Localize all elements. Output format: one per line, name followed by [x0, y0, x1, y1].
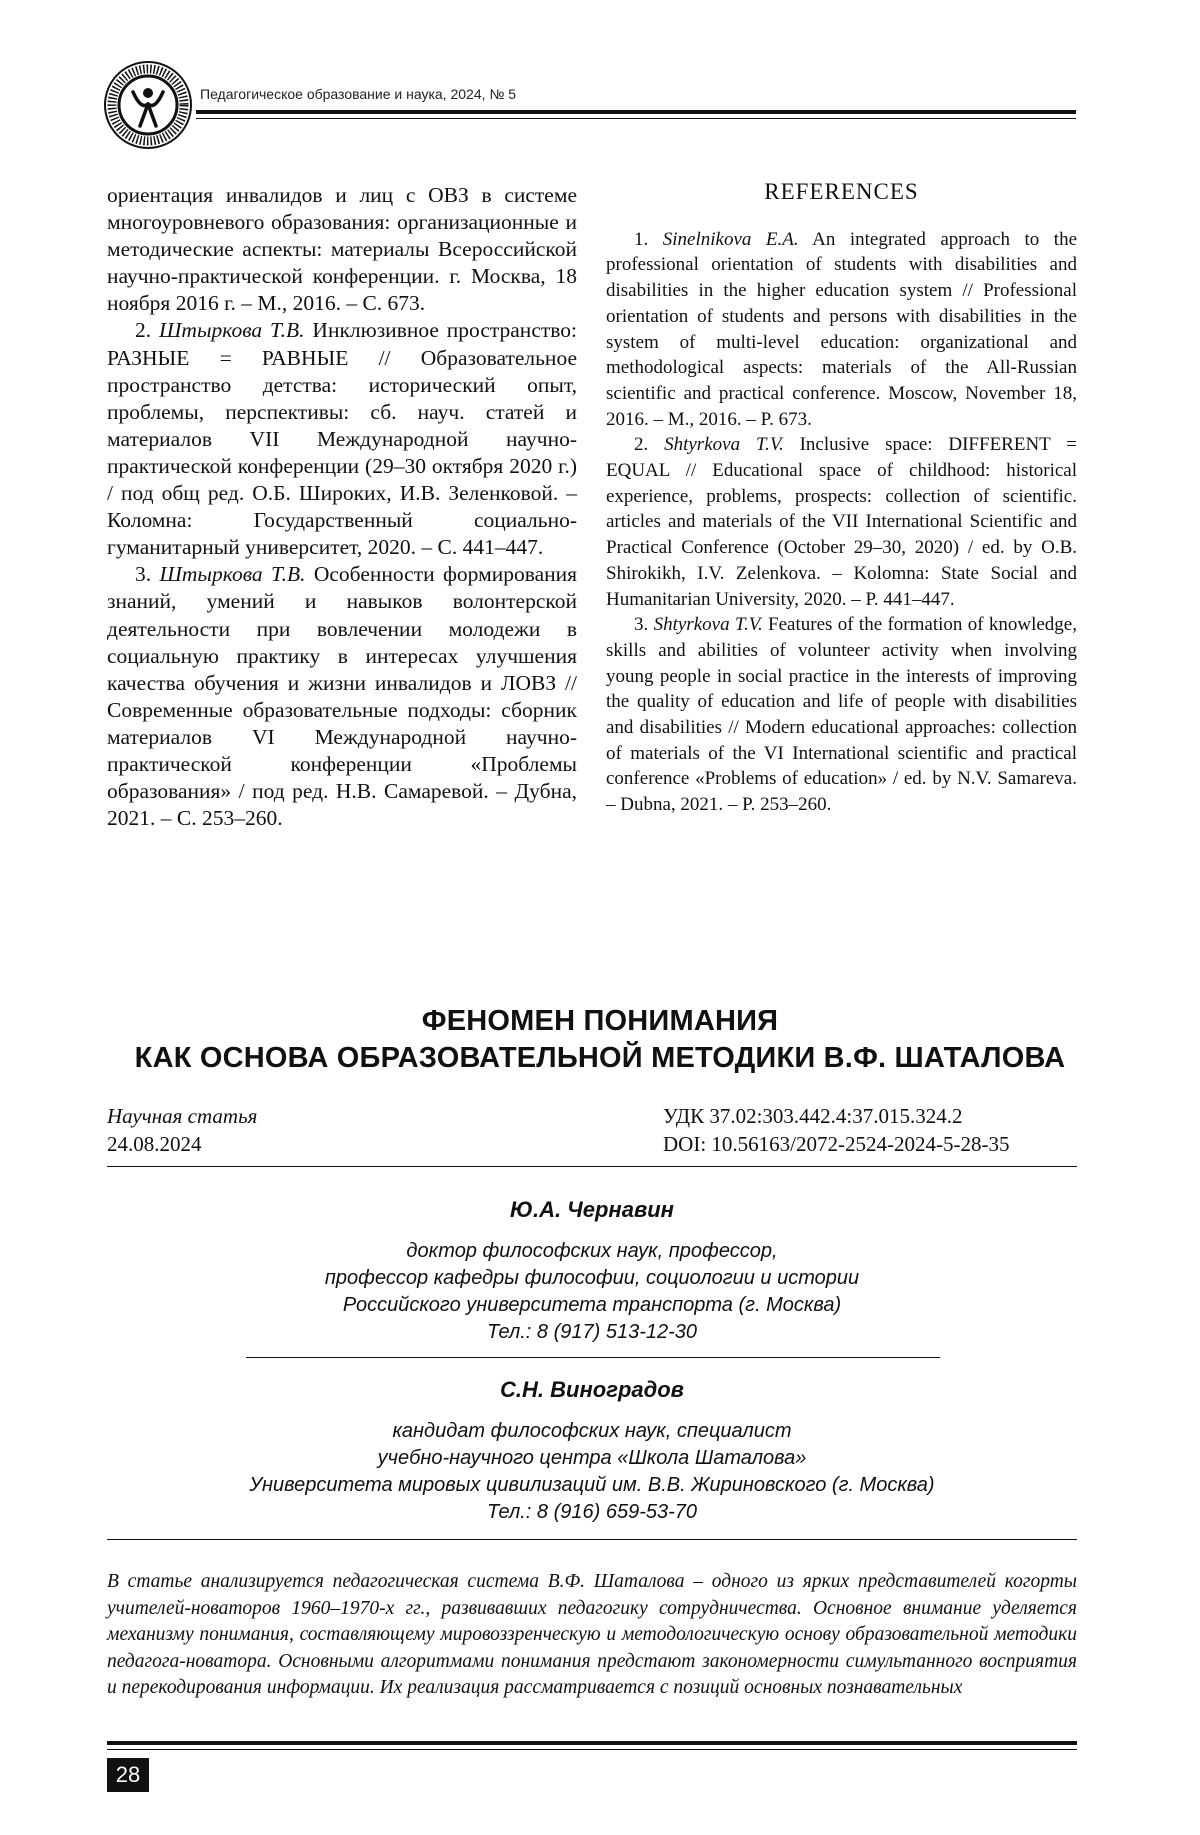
- author-name: С.Н. Виноградов: [500, 1377, 684, 1402]
- left-column-references: [107, 182, 577, 832]
- article-title-line-1: ФЕНОМЕН ПОНИМАНИЯ: [421, 1005, 779, 1037]
- references-heading: REFERENCES: [764, 179, 919, 204]
- article-date: 24.08.2024: [107, 1132, 202, 1156]
- journal-logo: [103, 60, 193, 150]
- reference-author: Sinelnikova E.A.: [662, 228, 799, 250]
- page-number: 28: [107, 1758, 149, 1792]
- author-name: Ю.А. Чернавин: [510, 1197, 674, 1222]
- reference-2: 2. Shtyrkova T.V. Inclusive space: DIFFERENT = EQUAL // Educational space of childhood: historical experience, problems, prospects: collection of scientific. articles and materials of the VII International Scientific and Practical Conference (October 29–30, 2020) / ed. by O.B. Shirokikh, I.V. Zelenkova. – Kolomna: State Social and Humanitarian University, 2020. – P. 441–447.: [606, 434, 1077, 610]
- author-affiliation: Российского университета транспорта (г. Москва): [342, 1294, 842, 1316]
- reference-2: 2. Штыркова Т.В. Инклюзивное пространство: РАЗНЫЕ = РАВНЫЕ // Образовательное пространство детства: исторический опыт, проблемы, перспективы: сб. науч. статей и материалов VII Международной научно-практической конференции (29–30 октября 2020 г.) / под общ ред. О.Б. Широких, И.В. Зеленковой. – Коломна: Государственный социально-гуманитарный университет, 2020. – С. 441–447.: [107, 318, 577, 560]
- running-head: Педагогическое образование и наука, 2024, № 5: [200, 86, 517, 102]
- author-phone: Тел.: 8 (917) 513-12-30: [486, 1321, 698, 1343]
- footer-rule: [107, 1741, 1077, 1745]
- author-block-2: [107, 1376, 1077, 1526]
- author-phone: Тел.: 8 (916) 659-53-70: [486, 1501, 698, 1523]
- right-column-references: [606, 179, 1077, 818]
- article-title: [100, 1003, 1100, 1077]
- abstract-divider: [107, 1539, 1077, 1540]
- reference-author: Shtyrkova T.V.: [653, 614, 763, 636]
- reference-author: Shtyrkova T.V.: [664, 434, 784, 456]
- reference-3: 3. Shtyrkova T.V. Features of the formation of knowledge, skills and abilities of volunteer activity when involving young people in social practice in the interests of improving the quality of education and life of people with disabilities and disabilities // Modern educational approaches: collection of materials of the VI International scientific and practical conference «Problems of education» / ed. by N.V. Samareva. – Dubna, 2021. – P. 253–260.: [606, 614, 1077, 816]
- reference-1-continued: ориентация инвалидов и лиц с ОВЗ в системе многоуровневого образования: организационные и методические аспекты: материалы Всероссийской научно-практической конференции. г. Москва, 18 ноября 2016 г. – М., 2016. – С. 673.: [107, 183, 577, 316]
- abstract-text: В статье анализируется педагогическая система В.Ф. Шаталова – одного из ярких представителей когорты учителей-новаторов 1960–1970-х гг., развивавших педагогику сотрудничества. Основное внимание уделяется механизму понимания, составляющему мировоззренческую и методологическую основу образовательной методики педагога-новатора. Основными алгоритмами понимания предстают закономерности симультанного восприятия и перекодирования информации. Их реализация рассматривается с позиций основных познавательных: [107, 1571, 1077, 1698]
- author-divider: [246, 1357, 940, 1358]
- author-degree: кандидат философских наук, специалист: [392, 1420, 792, 1442]
- reference-author: Штыркова Т.В.: [159, 562, 306, 587]
- author-affiliation: Университета мировых цивилизаций им. В.В. Жириновского (г. Москва): [249, 1474, 935, 1496]
- article-meta-right: [663, 1102, 1009, 1158]
- udc-code: УДК 37.02:303.442.4:37.015.324.2: [663, 1104, 963, 1128]
- header-rule-thin: [196, 118, 1076, 119]
- article-title-line-2: КАК ОСНОВА ОБРАЗОВАТЕЛЬНОЙ МЕТОДИКИ В.Ф. ШАТАЛОВА: [134, 1042, 1066, 1074]
- article-type: Научная статья: [107, 1104, 258, 1128]
- meta-divider: [107, 1166, 1077, 1167]
- author-degree: доктор философских наук, профессор,: [406, 1240, 778, 1262]
- header-rule: [196, 110, 1076, 114]
- author-position: учебно-научного центра «Школа Шаталова»: [377, 1447, 807, 1469]
- reference-1: 1. Sinelnikova E.A. An integrated approach to the professional orientation of students with disabilities and disabilities in the higher education system // Professional orientation of students and persons with disabilities in the system of multi-level education: organizational and methodological aspects: materials of the All-Russian scientific and practical conference. Moscow, November 18, 2016. – M., 2016. – P. 673.: [606, 228, 1077, 430]
- reference-author: Штыркова Т.В.: [159, 318, 305, 343]
- reference-3: 3. Штыркова Т.В. Особенности формирования знаний, умений и навыков волонтерской деятельности при вовлечении молодежи в социальную практику в интересах улучшения качества обучения и жизни инвалидов и ЛОВЗ // Современные образовательные подходы: сборник материалов VI Международной научно-практической конференции «Проблемы образования» / под ред. Н.В. Самаревой. – Дубна, 2021. – С. 253–260.: [107, 562, 578, 831]
- doi: DOI: 10.56163/2072-2524-2024-5-28-35: [663, 1132, 1010, 1156]
- author-position: профессор кафедры философии, социологии и истории: [324, 1267, 860, 1289]
- article-meta-left: [107, 1102, 257, 1158]
- author-block-1: [107, 1196, 1077, 1346]
- footer-rule-thin: [107, 1749, 1077, 1750]
- abstract: [107, 1569, 1077, 1702]
